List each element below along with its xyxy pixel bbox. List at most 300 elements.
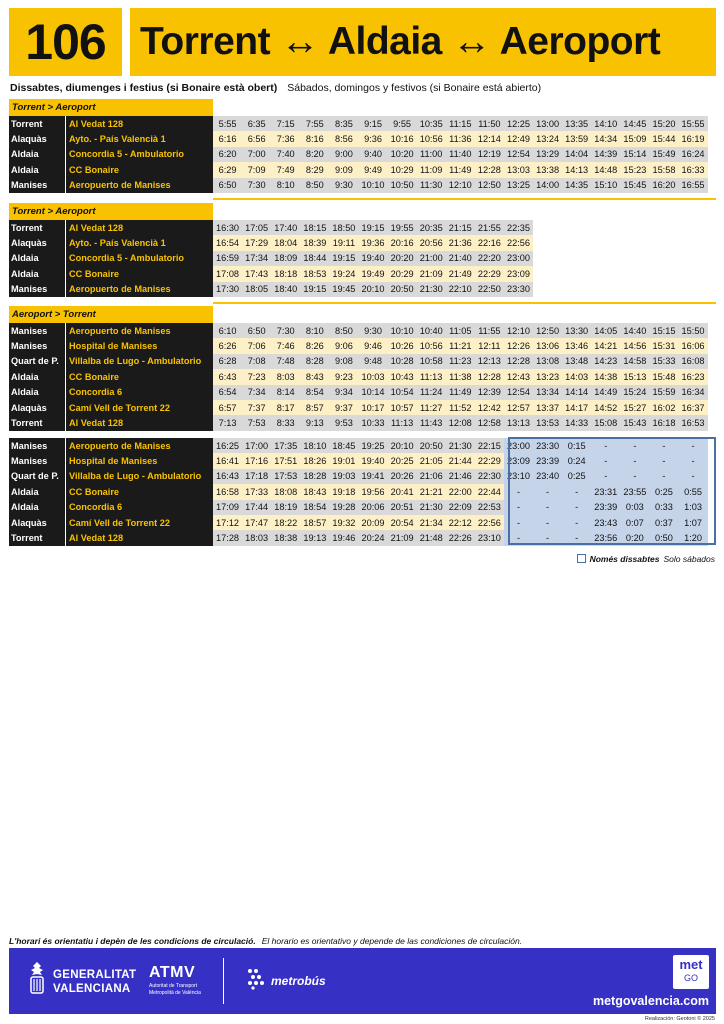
stop-cell: Concordia 5 - Ambulatorio — [65, 147, 213, 162]
time-cell: 10:33 — [358, 415, 387, 430]
town-cell: Aldaia — [9, 484, 65, 499]
time-cell: 8:43 — [300, 369, 329, 384]
timetable-row — [9, 251, 533, 266]
time-cell: 20:09 — [358, 515, 387, 530]
time-cell: 14:40 — [620, 323, 649, 338]
time-cell: 23:09 — [504, 266, 533, 281]
timetable-row — [9, 354, 708, 369]
time-cell: 17:18 — [242, 469, 271, 484]
time-cell: 0:25 — [562, 469, 591, 484]
time-cell: 0:24 — [562, 453, 591, 468]
time-cell: 18:04 — [271, 235, 300, 250]
time-cell: 17:47 — [242, 515, 271, 530]
gva-wordmark — [53, 968, 136, 996]
time-cell: 15:55 — [679, 116, 708, 131]
time-cell: 13:08 — [533, 354, 562, 369]
time-cell: - — [533, 500, 562, 515]
time-cell: 13:48 — [562, 354, 591, 369]
time-cell: 7:06 — [242, 338, 271, 353]
time-cell: 14:56 — [620, 338, 649, 353]
stop-cell: Concordia 5 - Ambulatorio — [65, 251, 213, 266]
section-title: Torrent > Aeroport — [9, 99, 213, 116]
time-cell: 0:50 — [649, 530, 678, 545]
time-cell: 21:05 — [417, 453, 446, 468]
time-cell: 9:09 — [329, 162, 358, 177]
service-days-valencian: Dissabtes, diumenges i festius (si Bonaire està obert) — [10, 82, 278, 94]
time-cell: 8:50 — [300, 178, 329, 193]
time-cell: - — [562, 530, 591, 545]
saturday-legend-swatch — [577, 554, 586, 563]
time-cell: - — [504, 484, 533, 499]
time-cell: 11:55 — [475, 323, 504, 338]
time-cell: 7:00 — [242, 147, 271, 162]
time-cell: 17:40 — [271, 220, 300, 235]
time-cell: 12:57 — [504, 400, 533, 415]
time-cell: 1:20 — [679, 530, 708, 545]
time-cell: 11:30 — [417, 178, 446, 193]
metrobus-logo — [247, 968, 326, 994]
time-cell: 7:37 — [242, 400, 271, 415]
time-cell: 10:29 — [388, 162, 417, 177]
time-cell: 14:00 — [533, 178, 562, 193]
time-cell: 16:24 — [679, 147, 708, 162]
time-cell: 21:21 — [417, 484, 446, 499]
time-cell: 17:51 — [271, 453, 300, 468]
time-cell: 19:13 — [300, 530, 329, 545]
time-cell: 14:13 — [562, 162, 591, 177]
time-cell: 18:05 — [242, 282, 271, 297]
time-cell: 12:39 — [475, 385, 504, 400]
time-cell: 21:09 — [417, 266, 446, 281]
town-cell: Alaquàs — [9, 131, 65, 146]
time-cell: 8:35 — [329, 116, 358, 131]
time-cell: 7:15 — [271, 116, 300, 131]
legend — [577, 554, 715, 564]
timetable-section-1 — [9, 99, 708, 193]
time-cell: 12:54 — [504, 147, 533, 162]
time-cell: 19:15 — [329, 251, 358, 266]
metgo-logo — [673, 955, 709, 989]
time-cell: 7:36 — [271, 131, 300, 146]
time-cell: 8:17 — [271, 400, 300, 415]
time-cell: 9:13 — [300, 415, 329, 430]
time-cell: 11:00 — [417, 147, 446, 162]
town-cell: Aldaia — [9, 162, 65, 177]
time-cell: 13:35 — [562, 116, 591, 131]
service-days — [10, 82, 541, 94]
time-cell: 11:36 — [446, 131, 475, 146]
time-cell: 19:15 — [358, 220, 387, 235]
time-cell: 23:31 — [591, 484, 620, 499]
time-cell: 23:43 — [591, 515, 620, 530]
time-cell: 19:40 — [358, 453, 387, 468]
legend-valencian: Només dissabtes — [589, 554, 660, 564]
time-cell: 7:30 — [271, 323, 300, 338]
time-cell: 8:03 — [271, 369, 300, 384]
stop-cell: Camí Vell de Torrent 22 — [65, 515, 213, 530]
time-cell: 18:38 — [271, 530, 300, 545]
atmv-sub-line1: Autoritat de Transport — [149, 983, 198, 989]
time-cell: 21:48 — [417, 530, 446, 545]
time-cell: 13:00 — [533, 116, 562, 131]
time-cell: 13:34 — [533, 385, 562, 400]
time-cell: 15:27 — [620, 400, 649, 415]
time-cell: 19:46 — [329, 530, 358, 545]
time-cell: 6:16 — [213, 131, 242, 146]
gva-line1: GENERALITAT — [53, 969, 137, 981]
metgo-line2: GO — [683, 973, 698, 983]
time-cell: 6:10 — [213, 323, 242, 338]
stop-cell: Ayto. - País Valencià 1 — [65, 131, 213, 146]
time-cell: 18:22 — [271, 515, 300, 530]
town-cell: Manises — [9, 178, 65, 193]
time-cell: 16:41 — [213, 453, 242, 468]
time-cell: 12:42 — [475, 400, 504, 415]
time-cell: 18:08 — [271, 484, 300, 499]
time-cell: 11:23 — [446, 354, 475, 369]
time-cell: 6:20 — [213, 147, 242, 162]
time-cell: 7:08 — [242, 354, 271, 369]
time-cell: 9:40 — [358, 147, 387, 162]
time-cell: 21:40 — [446, 251, 475, 266]
time-cell: 10:56 — [417, 131, 446, 146]
time-cell: 16:25 — [213, 438, 242, 453]
time-cell: 17:43 — [242, 266, 271, 281]
time-cell: 19:01 — [329, 453, 358, 468]
time-cell: 19:49 — [358, 266, 387, 281]
time-cell: 8:29 — [300, 162, 329, 177]
stop-cell: CC Bonaire — [65, 369, 213, 384]
time-cell: 18:53 — [300, 266, 329, 281]
time-cell: 23:39 — [591, 500, 620, 515]
time-cell: 15:15 — [649, 323, 678, 338]
time-cell: 15:14 — [620, 147, 649, 162]
town-cell: Aldaia — [9, 500, 65, 515]
time-cell: 23:30 — [533, 438, 562, 453]
time-cell: 7:49 — [271, 162, 300, 177]
time-cell: 22:35 — [504, 220, 533, 235]
time-cell: 14:23 — [591, 354, 620, 369]
timetable — [9, 220, 533, 297]
time-cell: 20:41 — [388, 484, 417, 499]
timetable-row — [9, 282, 533, 297]
time-cell: 23:55 — [620, 484, 649, 499]
time-cell: 19:40 — [358, 251, 387, 266]
time-cell: 12:25 — [504, 116, 533, 131]
time-cell: 11:13 — [417, 369, 446, 384]
atmv-logo — [149, 964, 201, 996]
town-cell: Torrent — [9, 530, 65, 545]
timetable-row — [9, 400, 708, 415]
time-cell: 15:33 — [649, 354, 678, 369]
line-number: 106 — [9, 8, 122, 76]
time-cell: 17:30 — [213, 282, 242, 297]
time-cell: 12:28 — [504, 354, 533, 369]
time-cell: 1:07 — [679, 515, 708, 530]
time-cell: 20:10 — [388, 438, 417, 453]
time-cell: - — [679, 438, 708, 453]
atmv-sub-line2: Metropolità de València — [149, 990, 201, 996]
stop-cell: Aeropuerto de Manises — [65, 178, 213, 193]
time-cell: 16:33 — [679, 162, 708, 177]
time-cell: 22:30 — [475, 469, 504, 484]
time-cell: 19:03 — [329, 469, 358, 484]
time-cell: - — [620, 438, 649, 453]
time-cell: 19:32 — [329, 515, 358, 530]
time-cell: 19:36 — [358, 235, 387, 250]
time-cell: 20:20 — [388, 251, 417, 266]
section-title: Torrent > Aeroport — [9, 203, 213, 220]
time-cell: 18:40 — [271, 282, 300, 297]
time-cell: 7:48 — [271, 354, 300, 369]
time-cell: 18:44 — [300, 251, 329, 266]
time-cell: 7:23 — [242, 369, 271, 384]
time-cell: 12:10 — [446, 178, 475, 193]
time-cell: 17:05 — [242, 220, 271, 235]
time-cell: 8:10 — [271, 178, 300, 193]
time-cell: 22:15 — [475, 438, 504, 453]
time-cell: 14:49 — [591, 385, 620, 400]
time-cell: - — [562, 500, 591, 515]
time-cell: 17:08 — [213, 266, 242, 281]
timetable-row — [9, 178, 708, 193]
town-cell: Alaquàs — [9, 400, 65, 415]
stop-cell: Aeropuerto de Manises — [65, 438, 213, 453]
time-cell: 13:53 — [533, 415, 562, 430]
time-cell: 21:30 — [417, 500, 446, 515]
time-cell: 10:50 — [388, 178, 417, 193]
website-link[interactable]: metgovalencia.com — [592, 994, 709, 1008]
time-cell: 12:14 — [475, 131, 504, 146]
time-cell: 19:25 — [358, 438, 387, 453]
town-cell: Manises — [9, 438, 65, 453]
time-cell: 15:20 — [649, 116, 678, 131]
time-cell: 6:26 — [213, 338, 242, 353]
time-cell: 20:35 — [417, 220, 446, 235]
gva-line2: VALENCIANA — [53, 983, 131, 995]
service-days-spanish: Sábados, domingos y festivos (si Bonaire está abierto) — [287, 82, 542, 94]
time-cell: 22:16 — [475, 235, 504, 250]
time-cell: 0:20 — [620, 530, 649, 545]
time-cell: 8:10 — [300, 323, 329, 338]
time-cell: 16:08 — [679, 354, 708, 369]
stop-cell: Concordia 6 — [65, 385, 213, 400]
time-cell: 13:24 — [533, 131, 562, 146]
timetable-row — [9, 385, 708, 400]
time-cell: 13:03 — [504, 162, 533, 177]
time-cell: 16:58 — [213, 484, 242, 499]
time-cell: 23:10 — [504, 469, 533, 484]
time-cell: 16:23 — [679, 369, 708, 384]
footer-note-valencian: L'horari és orientatiu i depèn de les condicions de circulació. — [9, 936, 256, 946]
time-cell: 22:50 — [475, 282, 504, 297]
time-cell: 6:57 — [213, 400, 242, 415]
stop-cell: Al Vedat 128 — [65, 530, 213, 545]
time-cell: 0:03 — [620, 500, 649, 515]
time-cell: 21:34 — [417, 515, 446, 530]
time-cell: 14:52 — [591, 400, 620, 415]
time-cell: 7:34 — [242, 385, 271, 400]
time-cell: 8:57 — [300, 400, 329, 415]
time-cell: 21:44 — [446, 453, 475, 468]
time-cell: 15:09 — [620, 131, 649, 146]
time-cell: 11:15 — [446, 116, 475, 131]
time-cell: 18:19 — [271, 500, 300, 515]
time-cell: 20:51 — [388, 500, 417, 515]
time-cell: 21:30 — [446, 438, 475, 453]
atmv-title: ATMV — [149, 964, 196, 981]
metrobus-wordmark: metrobús — [271, 974, 326, 988]
time-cell: 16:30 — [213, 220, 242, 235]
time-cell: - — [591, 469, 620, 484]
time-cell: - — [562, 515, 591, 530]
time-cell: 6:29 — [213, 162, 242, 177]
time-cell: 10:57 — [388, 400, 417, 415]
timetable — [9, 116, 708, 193]
legend-spanish: Solo sábados — [663, 554, 715, 564]
time-cell: 9:06 — [329, 338, 358, 353]
time-cell: 7:46 — [271, 338, 300, 353]
time-cell: 18:18 — [271, 266, 300, 281]
time-cell: 17:29 — [242, 235, 271, 250]
time-cell: 20:50 — [417, 438, 446, 453]
time-cell: 12:28 — [475, 369, 504, 384]
time-cell: 19:45 — [329, 282, 358, 297]
time-cell: 22:56 — [475, 515, 504, 530]
time-cell: 16:02 — [649, 400, 678, 415]
time-cell: 11:09 — [417, 162, 446, 177]
time-cell: 18:09 — [271, 251, 300, 266]
time-cell: 15:43 — [620, 415, 649, 430]
town-cell: Aldaia — [9, 251, 65, 266]
time-cell: 19:41 — [358, 469, 387, 484]
stop-cell: Aeropuerto de Manises — [65, 282, 213, 297]
time-cell: 23:00 — [504, 438, 533, 453]
time-cell: 10:43 — [388, 369, 417, 384]
stop-cell: Al Vedat 128 — [65, 220, 213, 235]
time-cell: 10:17 — [358, 400, 387, 415]
town-cell: Manises — [9, 338, 65, 353]
time-cell: 17:16 — [242, 453, 271, 468]
time-cell: 18:39 — [300, 235, 329, 250]
time-cell: 19:15 — [300, 282, 329, 297]
time-cell: 9:55 — [388, 116, 417, 131]
time-cell: - — [620, 453, 649, 468]
time-cell: 13:59 — [562, 131, 591, 146]
stop-cell: Hospital de Manises — [65, 453, 213, 468]
time-cell: 18:03 — [242, 530, 271, 545]
time-cell: 7:09 — [242, 162, 271, 177]
time-cell: 22:09 — [446, 500, 475, 515]
time-cell: 21:36 — [446, 235, 475, 250]
time-cell: 15:59 — [649, 385, 678, 400]
town-cell: Manises — [9, 453, 65, 468]
time-cell: 12:43 — [504, 369, 533, 384]
time-cell: 17:44 — [242, 500, 271, 515]
town-cell: Torrent — [9, 116, 65, 131]
time-cell: 5:55 — [213, 116, 242, 131]
timetable-row — [9, 415, 708, 430]
time-cell: 16:53 — [679, 415, 708, 430]
time-cell: 8:16 — [300, 131, 329, 146]
time-cell: 10:20 — [388, 147, 417, 162]
time-cell: - — [591, 438, 620, 453]
time-cell: 15:50 — [679, 323, 708, 338]
time-cell: 23:09 — [504, 453, 533, 468]
time-cell: 9:30 — [329, 178, 358, 193]
time-cell: 0:15 — [562, 438, 591, 453]
time-cell: 10:58 — [417, 354, 446, 369]
time-cell: 10:56 — [417, 338, 446, 353]
time-cell: 17:12 — [213, 515, 242, 530]
time-cell: 11:13 — [388, 415, 417, 430]
town-cell: Torrent — [9, 220, 65, 235]
time-cell: 22:53 — [475, 500, 504, 515]
time-cell: 21:15 — [446, 220, 475, 235]
time-cell: 18:43 — [300, 484, 329, 499]
time-cell: 15:10 — [591, 178, 620, 193]
timetable-row — [9, 131, 708, 146]
time-cell: 8:26 — [300, 338, 329, 353]
time-cell: 20:24 — [358, 530, 387, 545]
time-cell: 14:10 — [591, 116, 620, 131]
time-cell: 13:38 — [533, 162, 562, 177]
time-cell: 14:48 — [591, 162, 620, 177]
route-title: Torrent ↔ Aldaia ↔ Aeroport — [130, 8, 716, 76]
time-cell: 13:06 — [533, 338, 562, 353]
time-cell: 18:26 — [300, 453, 329, 468]
time-cell: 22:20 — [475, 251, 504, 266]
time-cell: 12:08 — [446, 415, 475, 430]
town-cell: Quart de P. — [9, 354, 65, 369]
time-cell: 14:04 — [562, 147, 591, 162]
time-cell: 19:56 — [358, 484, 387, 499]
time-cell: - — [649, 453, 678, 468]
time-cell: 22:29 — [475, 453, 504, 468]
time-cell: 21:46 — [446, 469, 475, 484]
time-cell: 7:55 — [300, 116, 329, 131]
time-cell: 20:29 — [388, 266, 417, 281]
time-cell: 20:06 — [358, 500, 387, 515]
footer-note-spanish: El horario es orientativo y depende de las condiciones de circulación. — [261, 936, 523, 946]
time-cell: 16:19 — [679, 131, 708, 146]
time-cell: 15:58 — [649, 162, 678, 177]
time-cell: 9:49 — [358, 162, 387, 177]
time-cell: - — [649, 469, 678, 484]
time-cell: 23:56 — [591, 530, 620, 545]
time-cell: 15:31 — [649, 338, 678, 353]
time-cell: 16:20 — [649, 178, 678, 193]
town-cell: Manises — [9, 323, 65, 338]
time-cell: 11:43 — [417, 415, 446, 430]
time-cell: 22:29 — [475, 266, 504, 281]
time-cell: 17:28 — [213, 530, 242, 545]
time-cell: 11:38 — [446, 369, 475, 384]
timetable-section-2 — [9, 203, 533, 297]
time-cell: 10:35 — [417, 116, 446, 131]
time-cell: 14:03 — [562, 369, 591, 384]
timetable — [9, 323, 708, 431]
time-cell: 18:50 — [329, 220, 358, 235]
time-cell: 20:26 — [388, 469, 417, 484]
time-cell: 7:13 — [213, 415, 242, 430]
town-cell: Quart de P. — [9, 469, 65, 484]
sponsor-banner — [9, 948, 716, 1014]
stop-cell: Aeropuerto de Manises — [65, 323, 213, 338]
time-cell: 17:00 — [242, 438, 271, 453]
time-cell: - — [504, 515, 533, 530]
time-cell: 22:10 — [446, 282, 475, 297]
